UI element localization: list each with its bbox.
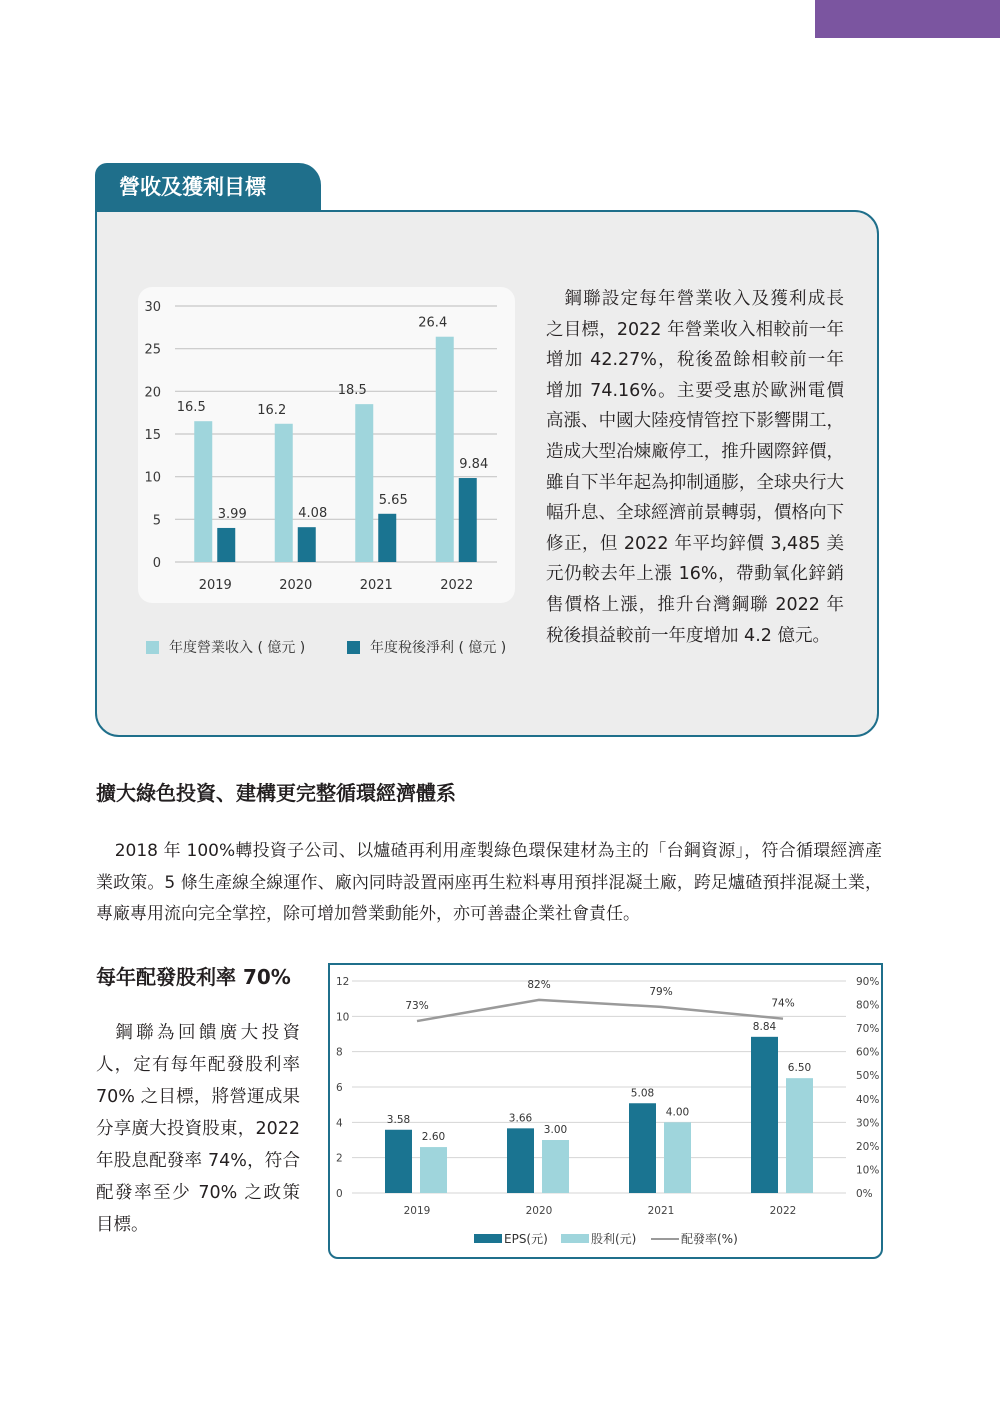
bar-dividend (664, 1122, 691, 1193)
y-tick-label: 0 (336, 1188, 343, 1200)
y2-tick-label: 40% (856, 1093, 880, 1106)
x-tick-label: 2022 (440, 578, 474, 593)
y-tick-label: 2 (336, 1152, 343, 1165)
data-label: 4.00 (665, 1106, 690, 1119)
legend-payout-label: 配發率(%) (681, 1232, 738, 1246)
data-label: 16.5 (176, 400, 206, 416)
y-tick-label: 12 (336, 976, 350, 988)
y2-tick-label: 10% (856, 1164, 880, 1177)
data-label: 3.66 (508, 1112, 533, 1125)
y-tick-label: 5 (152, 513, 161, 529)
legend-net-profit-label: 年度稅後淨利 ( 億元 ) (370, 640, 507, 656)
data-label: 8.84 (752, 1020, 777, 1033)
green-investment-heading: 擴大綠色投資、建構更完整循環經濟體系 (96, 781, 456, 805)
payout-label: 74% (771, 997, 795, 1010)
y2-tick-label: 20% (856, 1140, 880, 1153)
bar-dividend (420, 1147, 447, 1193)
y-tick-label: 25 (144, 342, 161, 358)
x-tick-label: 2021 (359, 578, 393, 593)
section-title-revenue: 營收及獲利目標 (95, 163, 321, 212)
y-tick-label: 6 (336, 1082, 343, 1094)
data-label: 3.00 (543, 1124, 568, 1136)
legend-payout-line (651, 1238, 679, 1240)
payout-line (417, 1000, 783, 1021)
y2-tick-label: 90% (856, 976, 880, 988)
legend-dividend (561, 1230, 636, 1247)
x-tick-label: 2020 (279, 578, 313, 593)
legend-eps-swatch (474, 1234, 502, 1243)
x-tick-label: 2022 (769, 1205, 797, 1217)
legend-payout (651, 1230, 738, 1247)
green-investment-paragraph: 2018 年 100%轉投資子公司、以爐碴再利用產製綠色環保建材為主的「台鋼資源」，符合循環經濟產業政策。5 條生產線全線運作、廠內同時設置兩座再生粒料專用預拌混凝土廠，跨足爐碴預拌混凝土業，專廠專用流向完全掌控，除可增加營業動能外，亦可善盡企業社會責任。 (96, 841, 882, 924)
legend-eps (474, 1230, 548, 1247)
bar-eps (629, 1103, 656, 1193)
y2-tick-label: 50% (856, 1070, 880, 1083)
legend-revenue-label: 年度營業收入 ( 億元 ) (169, 640, 306, 656)
y-tick-label: 10 (336, 1011, 350, 1024)
y2-tick-label: 60% (856, 1046, 880, 1059)
dividend-paragraph: 鋼聯為回饋廣大投資人，定有每年配發股利率 70% 之目標，將營運成果分享廣大投資股東，2022 年股息配發率 74%，符合配發率至少 70% 之政策目標。 (96, 1023, 300, 1235)
y2-tick-label: 80% (856, 999, 880, 1012)
data-label: 5.08 (630, 1087, 655, 1100)
data-label: 6.50 (787, 1062, 812, 1075)
x-tick-label: 2021 (647, 1205, 675, 1217)
payout-label: 82% (527, 978, 551, 991)
y-tick-label: 4 (336, 1117, 343, 1130)
data-label: 26.4 (418, 315, 448, 331)
bar-dividend (542, 1140, 569, 1193)
data-label: 18.5 (337, 383, 367, 399)
y-tick-label: 8 (336, 1046, 343, 1059)
data-label: 3.99 (217, 506, 247, 522)
y-tick-label: 20 (144, 385, 161, 401)
data-label: 5.65 (378, 492, 408, 508)
legend-eps-label: EPS(元) (504, 1232, 548, 1246)
data-label: 2.60 (421, 1131, 446, 1144)
data-label: 16.2 (257, 402, 287, 418)
payout-label: 79% (649, 985, 673, 998)
y-tick-label: 10 (144, 470, 161, 486)
bar-eps (385, 1130, 412, 1193)
data-label: 4.08 (298, 506, 328, 522)
bar-eps (507, 1128, 534, 1193)
x-tick-label: 2019 (403, 1205, 431, 1217)
y-tick-label: 30 (144, 300, 161, 315)
bar-dividend (786, 1078, 813, 1193)
y2-tick-label: 30% (856, 1117, 880, 1130)
bar-eps (751, 1037, 778, 1193)
x-tick-label: 2019 (198, 578, 232, 593)
data-label: 3.58 (386, 1113, 411, 1126)
dividend-heading: 每年配發股利率 70% (96, 965, 291, 989)
legend-dividend-label: 股利(元) (591, 1232, 637, 1246)
revenue-description: 鋼聯設定每年營業收入及獲利成長之目標，2022 年營業收入相較前一年增加 42.27%，稅後盈餘相較前一年增加 74.16%。主要受惠於歐洲電價高漲、中國大陸疫情管控下影響開工，造成大型冶煉廠停工，推升國際鋅價，雖自下半年起為抑制通膨，全球央行大幅升息、全球經濟前景轉弱，價格向下修正，但 2022 年平均鋅價 3,485 美元仍較去年上漲 16%，帶動氧化鋅銷售價格上漲，推升台灣鋼聯 2022 年稅後損益較前一年度增加 4.2 億元。 (546, 289, 844, 646)
y-tick-label: 15 (144, 428, 161, 443)
y-tick-label: 0 (152, 556, 161, 571)
legend-dividend-swatch (561, 1234, 589, 1243)
data-label: 9.84 (459, 457, 489, 473)
y2-tick-label: 0% (856, 1188, 873, 1200)
y2-tick-label: 70% (856, 1023, 880, 1036)
x-tick-label: 2020 (525, 1205, 553, 1217)
payout-label: 73% (405, 1000, 429, 1013)
